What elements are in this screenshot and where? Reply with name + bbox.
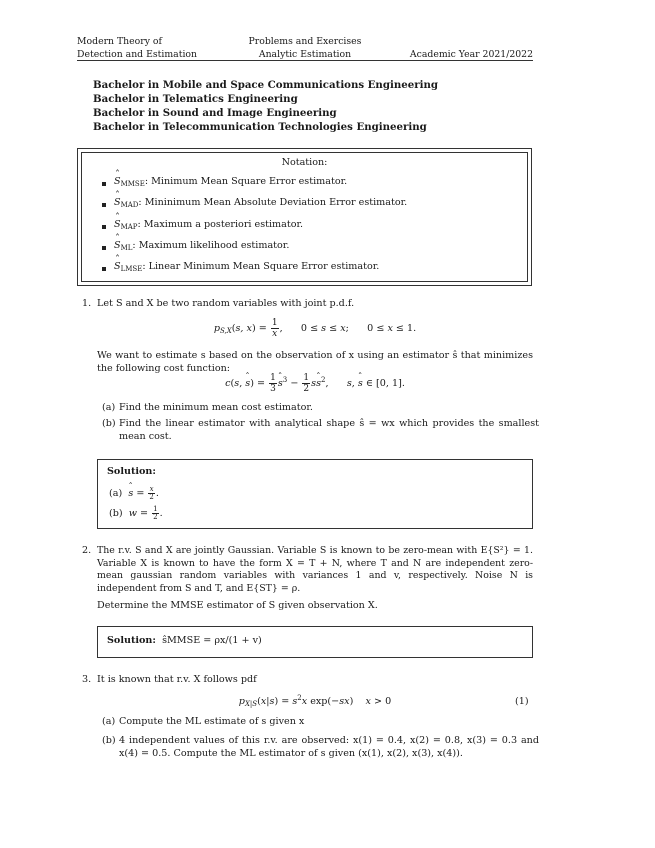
solution-text: ŝMMSE = ρx/(1 + v) [162, 635, 262, 646]
degree-list [93, 78, 438, 134]
problem3-pdf-equation: $p_{X|S}(x|s) = s^2x$ exp(−sx) x > 0 [238, 694, 392, 708]
problem1-joint-pdf-equation: $p_{S,X}(s$, x) = $\frac{1}{x}$ , 0 ≤ s ≤ x; 0 ≤ x ≤ 1. [213, 318, 417, 339]
course-title: Modern Theory of Detection and Estimation [77, 36, 198, 60]
problem-number: 2. [82, 545, 92, 556]
problem2-solution-box [97, 626, 533, 658]
degree-item: Bachelor in Telecommunication Technologies Engineering [93, 121, 427, 133]
academic-year: Academic Year 2021/2022 [409, 49, 533, 60]
page-header [77, 35, 533, 61]
degree-item: Bachelor in Sound and Image Engineering [93, 107, 337, 119]
equation-number: (1) [515, 696, 529, 707]
problem2-task: Determine the MMSE estimator of S given observation X. [97, 600, 378, 611]
problem1-part-a: (a) Find the minimum mean cost estimator. [102, 402, 313, 413]
problem3-part-b: (b) 4 independent values of this r.v. are observed: x(1) = 0.4, x(2) = 0.8, x(3) = 0.3 and x(4) = 0.5. Compute the ML estimator of s given (x(1), x(2), x(3), x(4)). [102, 735, 539, 759]
notation-item: ˆ $S_{MMSE}$: Minimum Mean Square Error estimator. [102, 176, 407, 197]
degree-item: Bachelor in Mobile and Space Communications Engineering [93, 79, 438, 91]
solution-title: Solution: [107, 635, 156, 646]
problem1-body: We want to estimate s based on the observation of x using an estimator ŝ that minimizes the following cost function: [97, 350, 533, 374]
notation-title: Notation: [281, 157, 328, 168]
problem1-part-b: (b) Find the linear estimator with analytical shape ŝ = wx which provides the smallest mean cost. [102, 418, 539, 442]
problem3-intro: It is known that r.v. X follows pdf [97, 674, 257, 685]
document-title: Problems and Exercises Analytic Estimation [248, 36, 362, 60]
notation-box [77, 148, 532, 286]
problem-number: 1. [82, 298, 92, 309]
notation-item: ˆ $S_{MAD}$: Mininimum Mean Absolute Deviation Error estimator. [102, 197, 407, 218]
problem1-intro: Let S and X be two random variables with joint p.d.f. [97, 298, 355, 309]
notation-list [102, 176, 407, 282]
problem3-part-a: (a) Compute the ML estimate of s given x [102, 716, 305, 727]
problem1-cost-function: c(s, ˆ s) = $\frac{1}{3}$ ˆ $s^3$ − $\frac{1}{2}$ sˆ $s^2$, s, ˆ s ∈ [0, 1]. [150, 373, 480, 394]
header-rule [77, 60, 533, 61]
notation-item: ˆ $S_{MAP}$: Maximum a posteriori estimator. [102, 219, 407, 240]
degree-item: Bachelor in Telematics Engineering [93, 93, 298, 105]
problem2-text: The r.v. S and X are jointly Gaussian. Variable S is known to be zero-mean with E{S²} = 1. Variable X is known to have the form X = T + N, where T and N are independent zero-mean gaussian random variables with variances 1 and v, respectively. Noise N is independent from S and T, and E{ST} = ρ. [97, 545, 533, 595]
problem1-solution-box [97, 459, 533, 529]
solution-part-b: (b) w = $\frac{1}{2}$ . [109, 505, 163, 521]
solution-part-a: (a) ˆ s = $\frac{x}{2}$ . [109, 486, 159, 501]
solution-title: Solution: [107, 466, 156, 477]
notation-item: ˆ $S_{ML}$: Maximum likelihood estimator. [102, 240, 407, 261]
notation-item: ˆ $S_{LMSE}$: Linear Minimum Mean Square Error estimator. [102, 261, 407, 282]
problem-number: 3. [82, 674, 92, 685]
